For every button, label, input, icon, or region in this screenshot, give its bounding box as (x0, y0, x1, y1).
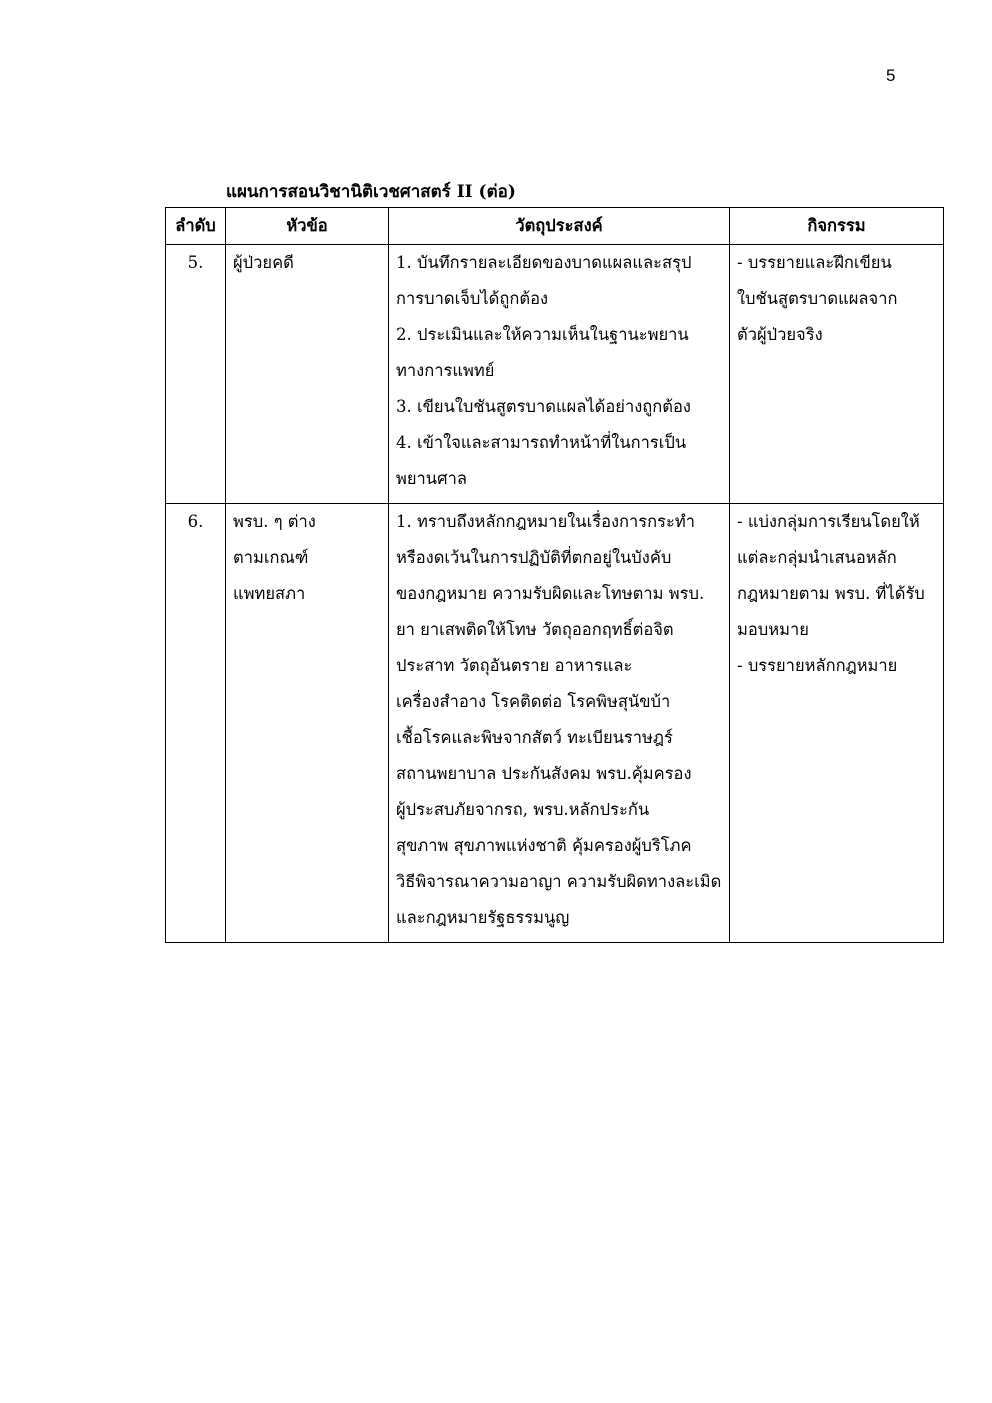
objective-line: ประสาท วัตถุอันตราย อาหารและ (396, 656, 633, 675)
objective-line: พยานศาล (396, 469, 467, 488)
table-row (166, 245, 944, 504)
topic-line: แพทยสภา (233, 584, 306, 603)
activity-line: ตัวผู้ป่วยจริง (737, 325, 823, 344)
activity-line: กฎหมายตาม พรบ. ที่ได้รับ (737, 584, 925, 603)
objective-line: และกฎหมายรัฐธรรมนูญ (396, 908, 570, 927)
document-title: แผนการสอนวิชานิติเวชศาสตร์ II (ต่อ) (226, 182, 516, 202)
objective-line: 3. เขียนใบชันสูตรบาดแผลได้อย่างถูกต้อง (396, 397, 691, 416)
objective-line: เชื้อโรคและพิษจากสัตว์ ทะเบียนราษฎร์ (396, 728, 673, 747)
topic-line: พรบ. ๆ ต่าง (233, 512, 316, 531)
objective-line: 1. บันทึกรายละเอียดของบาดแผลและสรุป (396, 253, 692, 272)
objective-line: หรืองดเว้นในการปฏิบัติที่ตกอยู่ในบังคับ (396, 548, 672, 567)
header-topic: หัวข้อ (226, 208, 389, 245)
topic-line: ผู้ป่วยคดี (233, 253, 294, 272)
activity-line: - แบ่งกลุ่มการเรียนโดยให้ (737, 512, 920, 531)
objective-line: วิธีพิจารณาความอาญา ความรับผิดทางละเมิด (396, 872, 722, 891)
objective-line: 1. ทราบถึงหลักกฎหมายในเรื่องการกระทำ (396, 512, 696, 531)
objective-line: ทางการแพทย์ (396, 361, 495, 380)
objective-line: 2. ประเมินและให้ความเห็นในฐานะพยาน (396, 325, 689, 344)
activity-line: - บรรยายหลักกฎหมาย (737, 656, 898, 675)
header-activities: กิจกรรม (730, 208, 944, 245)
objective-line: 4. เข้าใจและสามารถทำหน้าที่ในการเป็น (396, 433, 687, 452)
activity-line: - บรรยายและฝึกเขียน (737, 253, 892, 272)
objective-line: ของกฎหมาย ความรับผิดและโทษตาม พรบ. (396, 584, 705, 603)
activities-cell (730, 245, 944, 504)
objectives-cell (389, 504, 730, 943)
objectives-cell (389, 245, 730, 504)
row-number-cell (166, 245, 226, 504)
objective-line: ยา ยาเสพติดให้โทษ วัตถุออกฤทธิ์ต่อจิต (396, 620, 674, 639)
activity-line: ใบชันสูตรบาดแผลจาก (737, 289, 898, 308)
objective-line: ผู้ประสบภัยจากรถ, พรบ.หลักประกัน (396, 800, 650, 819)
header-order: ลำดับ (166, 208, 226, 245)
topic-line: ตามเกณฑ์ (233, 548, 309, 567)
activities-cell (730, 504, 944, 943)
objective-line: เครื่องสำอาง โรคติดต่อ โรคพิษสุนัขบ้า (396, 692, 671, 711)
row-number-cell (166, 504, 226, 943)
activity-line: แต่ละกลุ่มนำเสนอหลัก (737, 548, 897, 567)
topic-cell (226, 245, 389, 504)
table-header-row (166, 208, 944, 245)
lesson-plan-table (165, 207, 944, 943)
page-number: 5 (886, 66, 896, 85)
objective-line: สถานพยาบาล ประกันสังคม พรบ.คุ้มครอง (396, 764, 692, 783)
table-row (166, 504, 944, 943)
objective-line: สุขภาพ สุขภาพแห่งชาติ คุ้มครองผู้บริโภค (396, 836, 692, 855)
activity-line: มอบหมาย (737, 620, 809, 639)
header-objectives: วัตถุประสงค์ (389, 208, 730, 245)
objective-line: การบาดเจ็บได้ถูกต้อง (396, 289, 549, 308)
topic-cell (226, 504, 389, 943)
row-number: 5. (187, 253, 204, 272)
row-number: 6. (187, 512, 204, 531)
